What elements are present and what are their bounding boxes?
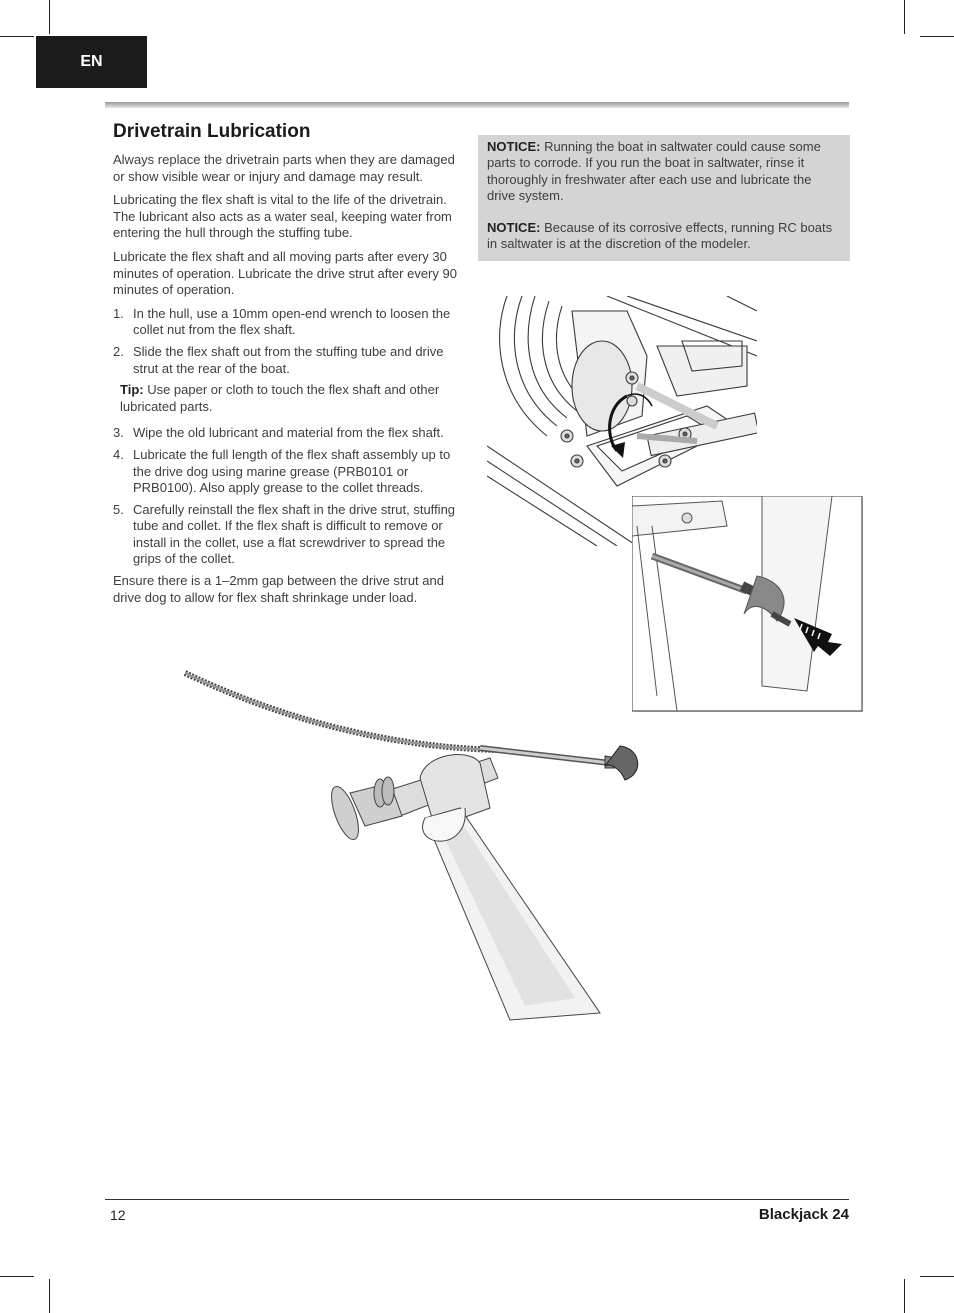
section-title: Drivetrain Lubrication	[113, 121, 311, 142]
crop-mark	[0, 1276, 34, 1277]
step-text: Carefully reinstall the flex shaft in the drive strut, stuffing tube and collet. If the flex shaft is difficult to remove or install in the collet, use a flat screwdriver to spread the grips of the collet.	[133, 501, 456, 567]
product-name: Blackjack 24	[758, 1206, 849, 1223]
step-text: In the hull, use a 10mm open-end wrench to loosen the collet nut from the flex shaft.	[133, 305, 451, 338]
tip-text: Use paper or cloth to touch the flex shaft and other lubricated parts.	[120, 382, 440, 414]
main-column	[113, 120, 468, 613]
notice	[487, 139, 842, 204]
drive-strut-inset	[632, 496, 866, 716]
step-number: 3.	[113, 425, 124, 441]
notice-label: NOTICE:	[487, 139, 541, 154]
tip-note	[120, 382, 468, 415]
step-number: 4.	[113, 446, 124, 462]
crop-mark	[904, 0, 905, 34]
step-number: 1.	[113, 305, 124, 321]
paragraph: Lubricating the flex shaft is vital to the life of the drivetrain. The lubricant also acts as a water seal, keeping water from entering the hull through the stuffing tube.	[113, 192, 452, 241]
crop-mark	[49, 1279, 50, 1313]
step-item	[113, 425, 468, 442]
notice-text: Running the boat in saltwater could cause some parts to corrode. If you run the boat in saltwater, rinse it thoroughly in freshwater after each use and lubricate the drive system.	[487, 139, 821, 203]
step-list	[113, 425, 468, 568]
step-text: Slide the flex shaft out from the stuffing tube and drive strut at the rear of the boat.	[133, 343, 444, 376]
page-number: 12	[110, 1207, 126, 1223]
step-item	[113, 447, 468, 497]
closing-paragraph: Ensure there is a 1–2mm gap between the drive strut and drive dog to allow for flex shaft shrinkage under load.	[113, 573, 444, 605]
step-number: 5.	[113, 501, 124, 517]
step-text: Lubricate the full length of the flex shaft assembly up to the drive dog using marine grease (PRB0101 or PRB0100). Also apply grease to the collet threads.	[133, 446, 451, 496]
tip-label: Tip:	[120, 382, 144, 398]
notice-label: NOTICE:	[487, 220, 541, 236]
notice-text: Because of its corrosive effects, running RC boats in saltwater is at the discretion of the modeler.	[487, 220, 833, 252]
step-item	[113, 502, 468, 568]
flex-shaft-grease-illustration	[180, 668, 640, 1028]
step-item	[113, 344, 468, 377]
step-number: 2.	[113, 343, 124, 359]
crop-mark	[904, 1279, 905, 1313]
footer-rule	[105, 1199, 849, 1200]
crop-mark	[0, 36, 34, 37]
step-list	[113, 306, 468, 377]
step-item	[113, 306, 468, 339]
crop-mark	[920, 36, 954, 37]
notice	[487, 220, 842, 253]
language-tab: EN	[36, 36, 147, 88]
notice-box	[478, 135, 850, 261]
crop-mark	[49, 0, 50, 34]
step-text: Wipe the old lubricant and material from the flex shaft.	[133, 425, 444, 441]
paragraph: Always replace the drivetrain parts when they are damaged or show visible wear or injury and damage may result.	[113, 152, 455, 184]
crop-mark	[920, 1276, 954, 1277]
header-rule	[105, 102, 849, 108]
paragraph: Lubricate the flex shaft and all moving parts after every 30 minutes of operation. Lubricate the drive strut after every 90 minutes of operation.	[113, 248, 457, 298]
